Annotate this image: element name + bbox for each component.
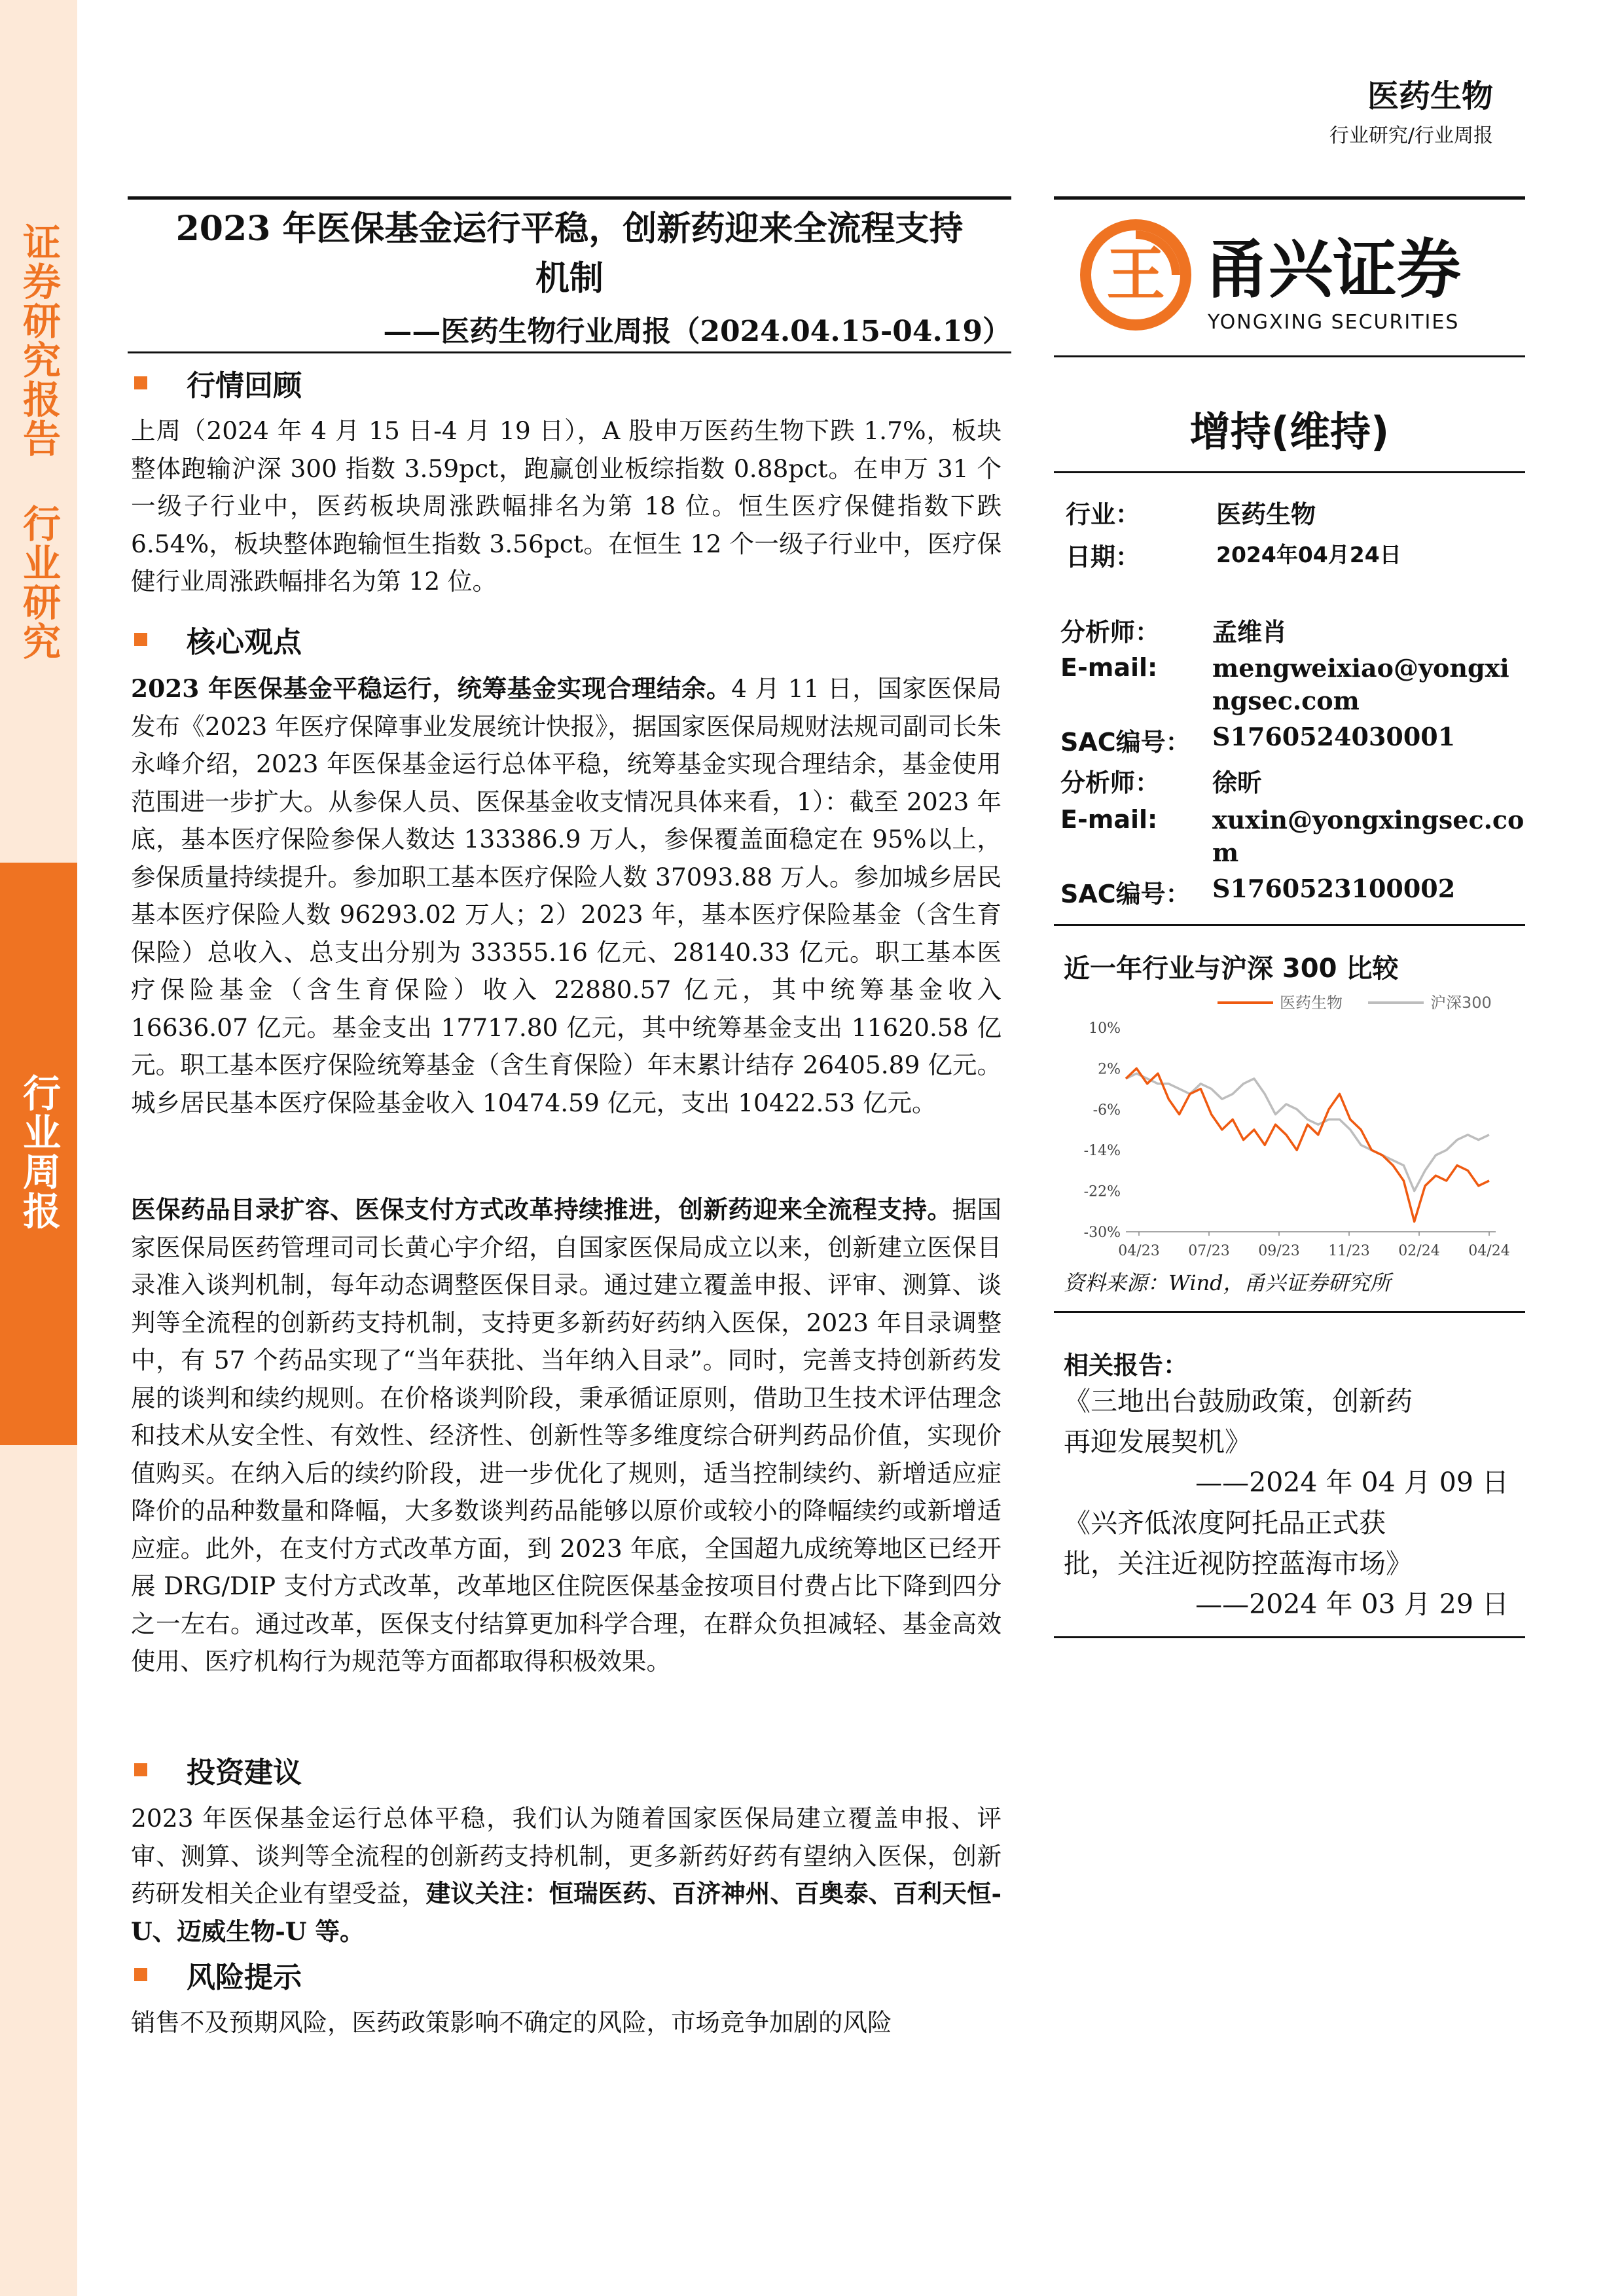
industry-value: 医药生物 <box>1216 500 1316 529</box>
x-tick-label: 04/24 <box>1468 1243 1510 1259</box>
sidebar-bottom-text: 行业周报 <box>16 1073 61 1230</box>
section-heading-core: 核心观点 <box>134 619 302 660</box>
invest-body: 2023 年医保基金运行总体平稳，我们认为随着国家医保局建立覆盖申报、评审、测算、谈判等全流程的创新药支持机制，更多新药好药有望纳入医保，创新药研发相关企业有望受益， <box>131 1804 1001 1908</box>
chart-source: 资料来源：Wind，甬兴证券研究所 <box>1064 1270 1391 1295</box>
comparison-chart <box>1047 988 1519 1263</box>
core-paragraph-1 <box>131 670 1001 1122</box>
report-title-line1: 2023 年医保基金运行平稳，创新药迎来全流程支持 <box>175 209 964 249</box>
email2-value-line1: xuxin@yongxingsec.co <box>1212 805 1525 834</box>
analyst2-label: 分析师： <box>1060 768 1161 797</box>
bullet-square-icon <box>134 633 147 646</box>
related-bottom-rule <box>1054 1636 1525 1638</box>
sac2-label: SAC编号： <box>1060 880 1191 908</box>
chart-bottom-rule <box>1054 1311 1525 1313</box>
series-line-csi300 <box>1126 1073 1489 1191</box>
y-tick-label: 10% <box>1089 1020 1121 1037</box>
right-top-rule <box>1054 196 1525 200</box>
x-tick-label: 02/24 <box>1398 1243 1440 1259</box>
company-name-cn: 甬兴证券 <box>1204 232 1462 307</box>
legend-label: 沪深300 <box>1430 994 1492 1012</box>
company-logo <box>1080 209 1499 340</box>
email2-value-line2: m <box>1212 838 1239 867</box>
section-heading-invest: 投资建议 <box>134 1749 302 1791</box>
report-subtitle: ——医药生物行业周报（2024.04.15-04.19） <box>383 315 1011 348</box>
bullet-square-icon <box>134 376 147 389</box>
sidebar-top-text: 证券研究报告 行业研究 <box>16 223 61 661</box>
related-report-2-line2: 批，关注近视防控蓝海市场》 <box>1064 1548 1413 1579</box>
x-tick-label: 07/23 <box>1188 1243 1230 1259</box>
y-tick-label: -22% <box>1083 1183 1121 1200</box>
email1-value-line2: ngsec.com <box>1212 686 1360 715</box>
related-reports-heading: 相关报告： <box>1064 1351 1189 1380</box>
section-heading-market: 行情回顾 <box>134 362 302 404</box>
logo-bottom-rule <box>1054 355 1525 357</box>
legend-label: 医药生物 <box>1280 994 1343 1012</box>
x-tick-label: 04/23 <box>1118 1243 1160 1259</box>
related-report-1-date: ——2024 年 04 月 09 日 <box>1195 1467 1509 1498</box>
core-p1-lead: 2023 年医保基金平稳运行，统筹基金实现合理结余。 <box>131 674 732 703</box>
title-top-rule <box>128 196 1011 200</box>
analyst2-name: 徐昕 <box>1212 768 1263 797</box>
x-tick-label: 11/23 <box>1328 1243 1370 1259</box>
related-report-1-line2: 再迎发展契机》 <box>1064 1426 1252 1458</box>
logo-mark: 王 <box>1106 240 1165 309</box>
y-tick-label: -14% <box>1083 1143 1121 1160</box>
chart-title: 近一年行业与沪深 300 比较 <box>1064 954 1399 984</box>
email1-label: E-mail: <box>1060 653 1158 682</box>
core-paragraph-2 <box>131 1191 1001 1681</box>
related-report-2-date: ——2024 年 03 月 29 日 <box>1195 1588 1509 1620</box>
analyst1-label: 分析师： <box>1060 618 1161 647</box>
bullet-square-icon <box>134 1968 147 1981</box>
analyst1-name: 孟维肖 <box>1212 618 1288 647</box>
y-tick-label: -6% <box>1092 1102 1121 1119</box>
core-p1-body: 4 月 11 日，国家医保局发布《2023 年医疗保障事业发展统计快报》，据国家医保局规财法规司副司长朱永峰介绍，2023 年医保基金运行总体平稳，统筹基金实现合理结余，基金使用范围进一步扩大。从参保人员、医保基金收支情况具体来看，1）：截至 2023 年底，基本医疗保险参保人数达 133386.9 万人，参保覆盖面稳定在 95%以上，参保质量持续提升。参加职工基本医疗保险人数 37093.88 万人。参加城乡居民基本医疗保险人数 96293.02 万人；2）2023 年，基本医疗保险基金（含生育保险）总收入、总支出分别为 33355.16 亿元、28140.33 亿元。职工基本医疗保险基金（含生育保险）收入 22880.57 亿元，其中统筹基金收入 16636.07 亿元。基金支出 17717.80 亿元，其中统筹基金支出 11620.58 亿元。职工基本医疗保险统筹基金（含生育保险）年末累计结存 26405.89 亿元。城乡居民基本医疗保险基金收入 10474.59 亿元，支出 10422.53 亿元。 <box>131 674 1001 1117</box>
date-value: 2024年04月24日 <box>1216 542 1401 567</box>
x-tick-label: 09/23 <box>1258 1243 1300 1259</box>
header-category: 医药生物 <box>1367 78 1493 115</box>
title-bottom-rule <box>128 351 1011 353</box>
company-name-en: YONGXING SECURITIES <box>1208 311 1460 334</box>
bullet-square-icon <box>134 1763 147 1776</box>
sac1-value: S1760524030001 <box>1212 722 1456 751</box>
sac1-label: SAC编号： <box>1060 728 1191 757</box>
report-title-line2: 机制 <box>535 259 604 298</box>
email2-label: E-mail: <box>1060 805 1158 834</box>
related-report-2-line1: 《兴齐低浓度阿托品正式获 <box>1064 1507 1386 1539</box>
related-report-1-line1: 《三地出台鼓励政策，创新药 <box>1064 1386 1413 1417</box>
rating: 增持(维持) <box>1189 408 1390 456</box>
section-heading-risk: 风险提示 <box>134 1954 302 1996</box>
chart-top-rule <box>1054 924 1525 926</box>
market-review-text: 上周（2024 年 4 月 15 日-4 月 19 日），A 股申万医药生物下跌 1.7%，板块整体跑输沪深 300 指数 3.59pct，跑赢创业板综指数 0.88pct。在申万 31 个一级子行业中，医药板块周涨跌幅排名为第 18 位。恒生医疗保健指数下跌 6.54%，板块整体跑输恒生指数 3.56pct。在恒生 12 个一级子行业中，医疗保健行业周涨跌幅排名为第 12 位。 <box>131 416 1001 596</box>
series-line-pharma <box>1126 1068 1489 1221</box>
invest-recommendation: 建议关注：恒瑞医药、百济神州、百奥泰、百利天恒-U、迈威生物-U 等。 <box>131 1879 1002 1946</box>
investment-text <box>131 1800 1001 1950</box>
header-subcategory: 行业研究/行业周报 <box>1329 124 1493 147</box>
date-label: 日期： <box>1066 543 1141 571</box>
rating-rule <box>1054 471 1525 473</box>
email1-value-line1: mengweixiao@yongxi <box>1212 653 1509 683</box>
sidebar <box>0 0 77 2296</box>
y-tick-label: -30% <box>1083 1225 1121 1241</box>
risk-text: 销售不及预期风险，医药政策影响不确定的风险，市场竞争加剧的风险 <box>131 2008 892 2037</box>
core-p2-body: 据国家医保局医药管理司司长黄心宇介绍，自国家医保局成立以来，创新建立医保目录准入谈判机制，每年动态调整医保目录。通过建立覆盖申报、评审、测算、谈判等全流程的创新药支持机制，支持更多新药好药纳入医保，2023 年目录调整中，有 57 个药品实现了“当年获批、当年纳入目录”。同时，完善支持创新药发展的谈判和续约规则。在价格谈判阶段，秉承循证原则，借助卫生技术评估理念和技术从安全性、有效性、经济性、创新性等多维度综合研判药品价值，实现价值购买。在纳入后的续约阶段，进一步优化了规则，适当控制续约、新增适应症降价的品种数量和降幅，大多数谈判药品能够以原价或较小的降幅续约或新增适应症。此外，在支付方式改革方面，到 2023 年底，全国超九成统筹地区已经开展 DRG/DIP 支付方式改革，改革地区住院医保基金按项目付费占比下降到四分之一左右。通过改革，医保支付结算更加科学合理，在群众负担减轻、基金高效使用、医疗机构行为规范等方面都取得积极效果。 <box>131 1195 1001 1676</box>
industry-label: 行业： <box>1066 500 1141 529</box>
sac2-value: S1760523100002 <box>1212 874 1456 903</box>
core-p2-lead: 医保药品目录扩容、医保支付方式改革持续推进，创新药迎来全流程支持。 <box>131 1195 952 1224</box>
y-tick-label: 2% <box>1098 1061 1121 1078</box>
